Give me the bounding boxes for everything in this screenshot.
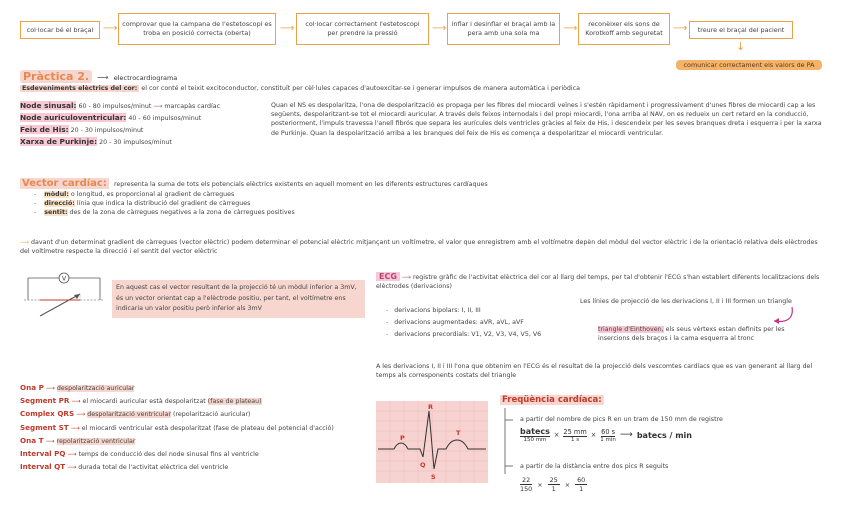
freq-formula-1: [520, 427, 692, 443]
practica-heading-text: el cor conté el teixit excitoconductor, constituït per cèl·lules capaces d'autoexcitar-se i generar impulsos de manera automàtica i periòdica: [141, 85, 580, 92]
flow-step-1: col·locar bé el braçal: [20, 21, 100, 39]
fraction: [600, 428, 616, 443]
multiply-sign: ×: [553, 431, 560, 439]
wave-item: [20, 382, 365, 395]
fraction: [548, 476, 560, 493]
wave-item: [20, 422, 365, 435]
vector-property-label: mòdul:: [44, 191, 69, 198]
arrow-icon: ⟶: [67, 451, 77, 459]
arrow-icon: ⟶: [20, 239, 30, 246]
einthoven-text: els seus vèrtexs estan definits per les insercions dels braços i la cama esquerra al tronc: [598, 326, 785, 343]
purkinje-value: 20 - 30 impulsos/minut: [99, 139, 172, 146]
wave-label: Segment ST: [20, 422, 69, 432]
voltmeter-diagram: [22, 268, 106, 330]
flow-arrow-icon: ⟶: [563, 23, 578, 34]
wave-text: el miocardi ventricular està despolaritzat (fase de plateau del potencial d'acció): [81, 424, 334, 432]
wave-extra: (fase de plateau): [207, 398, 262, 406]
freq-item-1: a partir del nombre de pics R en un tram de 150 mm de registre: [520, 416, 723, 423]
flow-step-5: reconèixer els sons de Korotkoff amb seguretat: [578, 13, 670, 45]
freq-formula-2: [520, 476, 587, 493]
conduction-paragraph: Quan el NS es despolaritza, l'ona de despolarització es propaga per les fibres del miocardi veïnes i s'estén ràpidament i progressivament d'unes fibres de miocardi cap a les següents, despolaritzant-se tot el miocardi auricular. A través dels feixos internodals i del propi miocardi, l'ona arriba al NAV, on es redueix un cert retard en la conducció, posteriorment, l'impuls travessa l'anell fibrós que separa les aurícules dels ventricles gràcies al feix de His, i descendeix per les seves branques dreta i esquerra i per la xarxa de Purkinje. Quan la despolarització arriba a les branques del feix de His es comença a despolaritzar el miocardi ventricular.: [271, 102, 822, 137]
gradient-paragraph: [20, 238, 825, 256]
practica-title-row: [20, 65, 177, 84]
node-sinusal-label: Node sinusal:: [20, 101, 77, 110]
fraction: [575, 476, 587, 493]
einthoven-row: [598, 325, 788, 343]
wave-label: Interval PQ: [20, 449, 66, 459]
node-sinusal-row: [20, 101, 220, 111]
wave-text: despolarització ventricular: [87, 411, 171, 419]
ecg-label-p: P: [400, 434, 405, 442]
arrow-icon: ⟶: [153, 103, 163, 110]
vector-property: [34, 199, 295, 208]
wave-item: [20, 408, 365, 421]
flow-step-4: inflar i desinflar el braçal amb la pera amb una sola ma: [447, 13, 560, 45]
arrow-icon: ⟶: [45, 385, 55, 392]
curved-arrow-icon: [770, 305, 800, 327]
arrow-icon: ⟶: [45, 437, 55, 445]
node-av-label: Node auriculoventricular:: [20, 113, 127, 122]
wave-item: [20, 395, 365, 408]
purkinje-label: Xarxa de Purkinje:: [20, 137, 98, 146]
flow-arrow-icon: ⟶: [432, 23, 447, 34]
voltmeter-symbol: V: [61, 275, 67, 283]
vector-property-text: o longitud, es proporcional al gradient de càrregues: [70, 191, 235, 198]
fraction-numerator: batecs: [520, 427, 550, 436]
feix-his-value: 20 - 30 impulsos/minut: [70, 127, 144, 134]
fraction-numerator: 25 mm: [563, 427, 587, 436]
wave-label: Segment PR: [20, 396, 70, 406]
vector-property-text: des de la zona de càrregues negatives a la zona de càrregues positives: [69, 209, 295, 217]
flow-step-7: comunicar correctament els valors de PA: [676, 60, 822, 70]
wave-label: Ona P: [20, 383, 44, 392]
formula-result: batecs / min: [636, 430, 692, 440]
fraction-denominator: 150 mm: [523, 437, 547, 443]
vector-properties-list: [34, 190, 295, 218]
vector-property-label: sentit:: [44, 209, 68, 217]
fraction-denominator: 1: [579, 485, 584, 493]
ecg-definition: registre gràfic de l'activitat elèctrica del cor al llarg del temps, per tal d'obtenir l'ECG s'han establert diferents localitzacions dels elèctrodes (derivacions): [376, 274, 820, 291]
arrow-icon: ⟶: [70, 424, 80, 432]
waves-list: [20, 382, 365, 474]
wave-text: el miocardi auricular està despolaritzat: [82, 398, 206, 406]
wave-label: Interval QT: [20, 462, 66, 472]
node-av-value: 40 - 60 impulsos/minut: [128, 115, 202, 122]
ecg-label-s: S: [431, 473, 436, 481]
flow-step-6: treure el braçal del pacient: [689, 21, 793, 39]
freq-item-2: a partir de la distància entre dos pics R seguits: [520, 463, 669, 470]
case-explanation: En aquest cas el vector resultant de la projecció té un mòdul inferior a 3mV, és un vector orientat cap a l'elèctrode positiu, per tant, el voltímetre ens indicaria un valor positiu però inferior als 3mV: [112, 280, 365, 318]
wave-label: Ona T: [20, 435, 44, 445]
arrow-icon: ⟶: [97, 73, 109, 82]
fraction-numerator: 25: [549, 476, 558, 484]
feix-his-label: Feix de His:: [20, 125, 69, 134]
vector-property: [34, 190, 295, 199]
projection-text: A les derivacions I, II i III l'ona que obtenim en l'ECG és el resultat de la projecció dels vescomtes cardíacs que es van generant al llarg del temps als corresponents costats del triangle: [376, 363, 813, 380]
wave-text: repolarització ventricular: [56, 437, 136, 445]
vector-property-label: direcció:: [44, 200, 75, 208]
wave-item: [20, 461, 365, 474]
wave-item: [20, 435, 365, 448]
flow-arrow-icon: ⟶: [103, 23, 118, 34]
gradient-text: davant d'un determinat gradient de càrregues (vector elèctric) podem determinar el potencial elèctric mitjançant un voltímetre, el valor que enregistrem amb el voltímetre depèn del mòdul del vector elèctric i de la orientació relativa dels elèctrodes del voltímetre respecte la direcció i el sentit del vector elèctric: [20, 239, 818, 256]
bullet-dash: -: [386, 307, 395, 314]
fraction-numerator: 60: [577, 476, 586, 484]
derivation-item: [386, 305, 541, 317]
feix-his-row: [20, 125, 143, 135]
wave-text: temps de conducció des del node sinusal fins al ventricle: [78, 451, 259, 459]
wave-text: durada total de l'activitat elèctrica del ventricle: [78, 464, 229, 472]
arrow-icon: ⟶: [401, 274, 411, 281]
arrow-icon: ⟶: [67, 464, 77, 472]
vector-title-row: [20, 171, 488, 190]
arrow-icon: ⟶: [76, 411, 86, 419]
fraction: [563, 428, 586, 443]
arrow-icon: ⟶: [71, 398, 81, 406]
derivation-item: [386, 317, 541, 329]
fraction: [520, 476, 532, 493]
flow-step-3: col·locar correctament l'estetoscopi per prendre la pressió: [296, 13, 429, 45]
practica-title: Pràctica 2.: [20, 70, 92, 83]
derivation-item: [386, 329, 541, 341]
practica-heading: Esdeveniments elèctrics del cor:: [22, 85, 138, 92]
multiply-sign: ×: [564, 480, 571, 489]
freq-bracket: [503, 408, 515, 478]
vector-property-text: línia que indica la distribució del gradient de càrregues: [76, 200, 251, 208]
einthoven-label: triangle d'Einthoven,: [598, 326, 664, 333]
arrow-icon: ⟶: [619, 430, 633, 440]
fraction-denominator: 1: [551, 485, 556, 493]
fraction-denominator: 1 min: [600, 436, 616, 443]
derivation-text: derivacions bipolars: I, II, III: [394, 307, 481, 314]
bullet-dash: -: [386, 319, 395, 326]
bullet-dash: -: [34, 200, 43, 208]
multiply-sign: ×: [590, 431, 597, 439]
wave-extra: (repolarització auricular): [172, 411, 251, 419]
fraction-denominator: 150: [520, 485, 533, 493]
derivation-text: derivacions precordials: V1, V2, V3, V4, V5, V6: [394, 331, 542, 338]
fraction-numerator: 22: [522, 476, 531, 484]
practica-heading-row: [20, 84, 810, 93]
bullet-dash: -: [34, 209, 43, 217]
vector-arrow: [40, 294, 80, 316]
node-av-row: [20, 113, 201, 123]
fraction-denominator: 1 s: [571, 436, 580, 443]
wave-item: [20, 448, 365, 461]
derivations-list: [386, 305, 541, 341]
practica-subtitle: electrocardiograma: [113, 74, 178, 82]
derivation-text: derivacions augmentades: aVR, aVL, aVF: [394, 319, 524, 326]
vector-title-text: representa la suma de tots els potencials elèctrics existents en aquell moment en les diferents estructures cardíaques: [113, 181, 488, 188]
node-sinusal-value: 60 - 80 impulsos/minut: [78, 103, 152, 110]
ecg-label: ECG: [376, 272, 400, 281]
flow-arrow-icon: ⟶: [280, 23, 295, 34]
fraction: [520, 427, 550, 443]
ecg-definition-row: [376, 272, 826, 291]
ecg-label-q: Q: [420, 461, 426, 469]
vector-title: Vector cardíac:: [22, 178, 107, 189]
fraction-numerator: 60 s: [601, 427, 616, 436]
wave-label: Complex QRS: [20, 409, 75, 419]
purkinje-row: [20, 137, 172, 147]
ecg-waveform: [376, 401, 488, 483]
freq-title: Freqüència cardíaca:: [502, 395, 602, 405]
vector-property: [34, 208, 295, 217]
triangle-text: Les línies de projecció de les derivacions I, II i III formen un triangle: [580, 298, 792, 305]
wave-text: despolarització auricular: [56, 385, 135, 392]
ecg-label-r: R: [428, 403, 434, 411]
flow-step-2: comprovar que la campana de l'estetoscopi es troba en posició correcta (oberta): [118, 13, 276, 45]
flow-arrow-down-icon: ↓: [736, 40, 746, 53]
ecg-label-t: T: [456, 429, 461, 437]
bullet-dash: -: [386, 331, 395, 338]
node-sinusal-extra: marcapàs cardíac: [164, 103, 221, 110]
bullet-dash: -: [34, 191, 43, 198]
flow-arrow-icon: ⟶: [673, 23, 688, 34]
multiply-sign: ×: [537, 480, 543, 489]
